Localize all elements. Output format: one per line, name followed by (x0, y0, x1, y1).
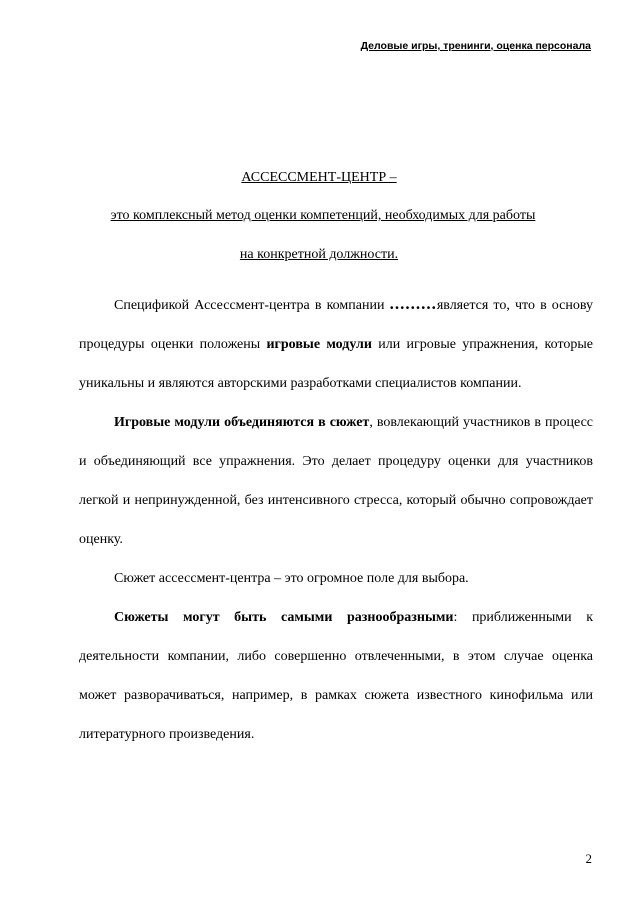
bold-phrase: Игровые модули объединяются в сюжет (114, 415, 370, 430)
body-text (79, 284, 593, 754)
paragraph-text: : приближенными к деятельности компании, либо совершенно отвлеченными, в этом случае оценка может разворачиваться, например, в рамках сюжета известного кинофильма или литературного произведения. (79, 610, 593, 742)
paragraph-text: является то, что в основу процедуры оценки положены (79, 298, 593, 352)
running-header: Деловые игры, тренинги, оценка персонала (360, 40, 591, 52)
subtitle-line-2: на конкретной должности. (239, 247, 399, 262)
placeholder-dots: ......... (389, 294, 437, 313)
paragraph-text: , вовлекающий участников в процесс и объединяющий все упражнения. Это делает процедуру оценки для участников легкой и непринужденной, без интенсивного стресса, который обычно сопровождает оценку. (79, 415, 593, 547)
document-title: АССЕССМЕНТ-ЦЕНТР – (241, 170, 397, 185)
bold-phrase: Сюжеты могут быть самыми разнообразными (114, 610, 454, 625)
paragraph-choice (79, 559, 593, 598)
paragraph-specifics (79, 284, 593, 403)
paragraph-plot (79, 403, 593, 559)
paragraph-text: Спецификой Ассессмент-центра в компании (114, 298, 390, 313)
paragraph-text: или игровые упражнения, которые уникальны и являются авторскими разработками специалистов компании. (79, 337, 594, 391)
paragraph-variety (79, 598, 593, 754)
page-number: 2 (585, 851, 592, 866)
paragraph-text: Сюжет ассессмент-центра – это огромное поле для выбора. (114, 571, 469, 586)
subtitle-line-1: это комплексный метод оценки компетенций, необходимых для работы (110, 208, 536, 223)
bold-phrase: игровые модули (266, 337, 372, 352)
